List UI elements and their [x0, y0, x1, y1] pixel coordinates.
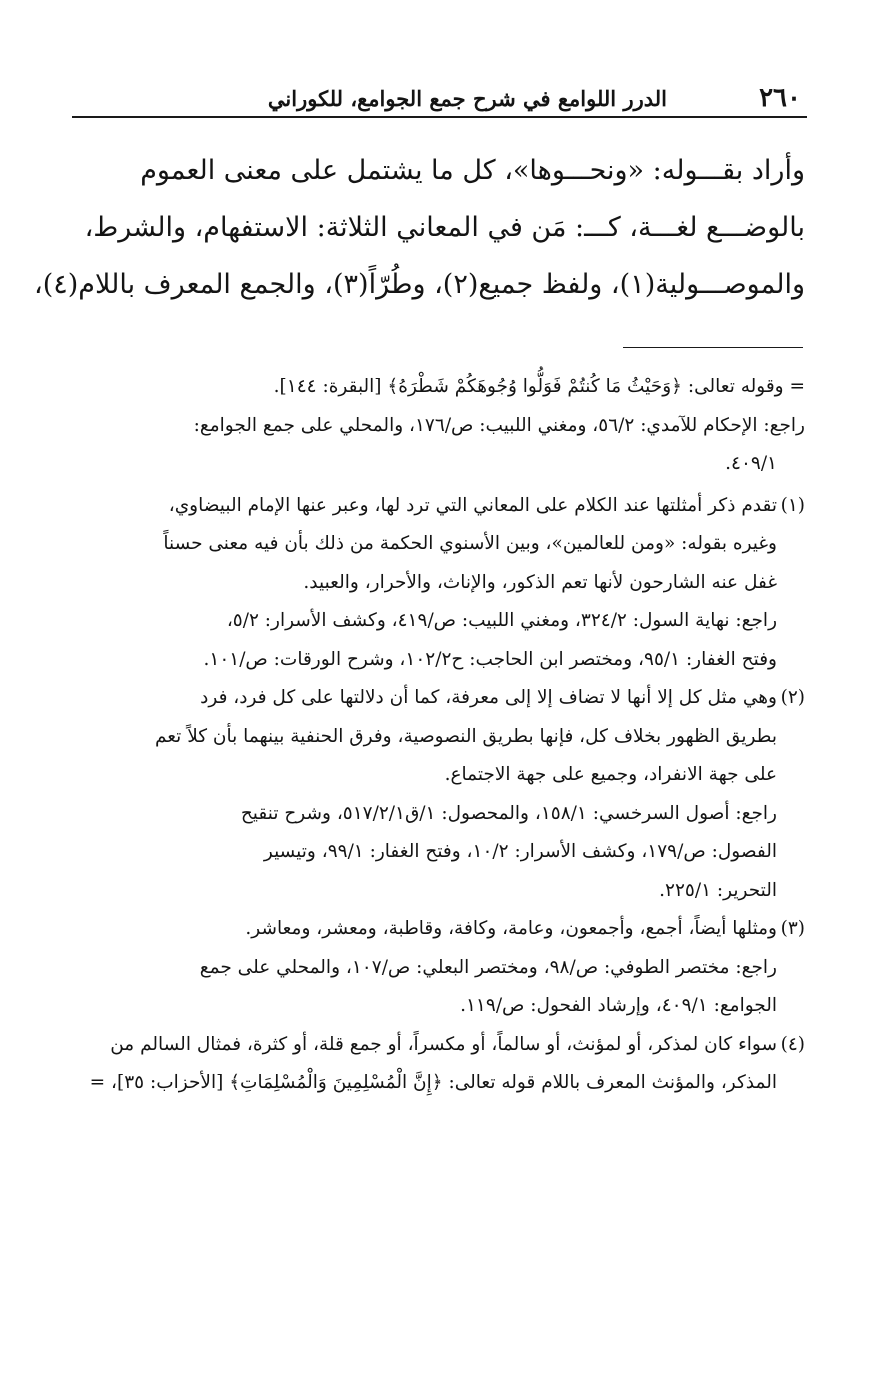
footnote-text: تقدم ذكر أمثلتها عند الكلام على المعاني التي ترد لها، وعبر عنها الإمام البيضاوي، — [168, 494, 777, 516]
footnote-continuation-line: راجع: الإحكام للآمدي: ٥٦/٢، ومغني اللبيب: ص/١٧٦، والمحلي على جمع الجوامع: — [193, 414, 805, 436]
footnote-line: على جهة الانفراد، وجميع على جهة الاجتماع. — [444, 764, 777, 785]
footnotes — [68, 368, 805, 1103]
footnote-continuation-line: = وقوله تعالى: ﴿وَحَيْثُ مَا كُنتُمْ فَوَلُّوا وُجُوهَكُمْ شَطْرَهُ﴾ [البقرة: ١٤٤]. — [273, 376, 805, 397]
footnote-2 — [68, 679, 805, 718]
footnote-line: راجع: أصول السرخسي: ١٥٨/١، والمحصول: ١/ق٥١٧/٢/١، وشرح تنقيح — [240, 802, 777, 824]
main-text — [34, 142, 805, 313]
footnote-text: سواء كان لمذكر، أو لمؤنث، أو سالماً، أو مكسراً، أو جمع قلة، أو كثرة، فمثال السالم من — [110, 1033, 777, 1055]
footnote-marker: (٤) — [780, 1033, 805, 1055]
footnote-3 — [68, 910, 805, 949]
page-header — [72, 82, 807, 118]
footnote-text: ومثلها أيضاً، أجمع، وأجمعون، وعامة، وكافة، وقاطبة، ومعشر، ومعاشر. — [245, 918, 777, 939]
footnote-line: وغيره بقوله: «ومن للعالمين»، وبين الأسنوي الحكمة من ذلك بأن فيه معنى حسناً — [163, 533, 777, 554]
footnote-separator — [623, 347, 803, 348]
main-text-line: والموصـــولية(١)، ولفظ جميع(٢)، وطُرّاً(٣)، والجمع المعرف باللام(٤)، — [34, 269, 805, 300]
footnote-text: وهي مثل كل إلا أنها لا تضاف إلا إلى معرفة، كما أن دلالتها على كل فرد، فرد — [200, 687, 777, 708]
footnote-line: راجع: نهاية السول: ٣٢٤/٢، ومغني اللبيب: ص/٤١٩، وكشف الأسرار: ٥/٢، — [226, 610, 777, 631]
main-text-line: بالوضـــع لغـــة، كـــ: مَن في المعاني الثلاثة: الاستفهام، والشرط، — [84, 212, 805, 243]
page-number: ٢٦٠ — [759, 83, 801, 113]
footnote-line: راجع: مختصر الطوفي: ص/٩٨، ومختصر البعلي: ص/١٠٧، والمحلي على جمع — [199, 956, 777, 978]
footnote-marker: (٢) — [780, 687, 805, 708]
footnote-marker: (١) — [780, 494, 805, 516]
footnote-line: الفصول: ص/١٧٩، وكشف الأسرار: ١٠/٢، وفتح الغفار: ٩٩/١، وتيسير — [263, 841, 777, 862]
footnote-line: المذكر، والمؤنث المعرف باللام قوله تعالى: ﴿إِنَّ الْمُسْلِمِينَ وَالْمُسْلِمَاتِ﴾ [الأحزاب: ٣٥]، = — [89, 1072, 777, 1093]
running-title: الدرر اللوامع في شرح جمع الجوامع، للكوراني — [267, 86, 667, 111]
footnote-line: الجوامع: ٤٠٩/١، وإرشاد الفحول: ص/١١٩. — [460, 995, 777, 1016]
footnote-4 — [68, 1026, 805, 1065]
main-text-line: وأراد بقـــوله: «ونحـــوها»، كل ما يشتمل على معنى العموم — [140, 155, 805, 186]
footnote-line: بطريق الظهور بخلاف كل، فإنها بطريق النصوصية، وفرق الحنفية بينهما بأن كلاً تعم — [154, 725, 777, 747]
footnote-marker: (٣) — [780, 918, 805, 939]
footnote-1 — [68, 487, 805, 526]
footnote-continuation-line: ٤٠٩/١. — [725, 453, 777, 474]
footnote-line: وفتح الغفار: ٩٥/١، ومختصر ابن الحاجب: ح١٠٢/٢، وشرح الورقات: ص/١٠١. — [203, 648, 777, 670]
footnote-line: غفل عنه الشارحون لأنها تعم الذكور، والإناث، والأحرار، والعبيد. — [303, 571, 777, 593]
footnote-line: التحرير: ٢٢٥/١. — [659, 879, 777, 901]
